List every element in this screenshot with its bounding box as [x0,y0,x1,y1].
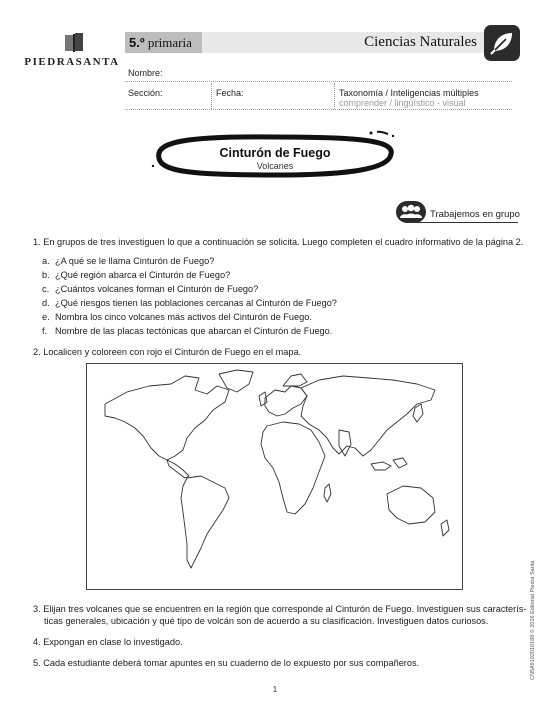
group-work-label: Trabajemos en grupo [430,209,520,220]
subject-badge [484,25,520,61]
section-divider [211,83,212,109]
group-people-icon [396,201,426,223]
taxonomy-value: comprender / lingüístico - visual [339,98,466,108]
worksheet-title: Cinturón de Fuego [219,146,331,160]
q1-item-f: f. Nombre de las placas tectónicas que abarcan el Cinturón de Fuego. [42,326,333,336]
question-4: 4. Expongan en clase lo investigado. [33,637,183,647]
question-1: 1. En grupos de tres investiguen lo que a continuación se solicita. Luego completen el cuadro informativo de la página 2. [33,237,524,247]
fields-bottom-line [125,109,512,110]
section-label: Sección: [128,88,163,98]
date-divider [334,83,335,109]
subject-title: Ciencias Naturales [364,34,477,50]
grade-box [125,32,202,53]
name-line[interactable] [125,81,512,82]
question-5: 5. Cada estudiante deberá tomar apuntes en su cuaderno de lo expuesto por sus compañeros. [33,658,420,668]
grade-number: 5.º [129,35,145,50]
group-underline [410,222,518,223]
q1-item-e: e. Nombra los cinco volcanes más activos del Cinturón de Fuego. [42,312,312,322]
date-label: Fecha: [216,88,244,98]
world-map[interactable] [86,363,463,590]
question-2: 2. Localicen y coloreen con rojo el Cinturón de Fuego en el mapa. [33,347,302,357]
q1-item-a: a. ¿A qué se le llama Cinturón de Fuego? [42,256,215,266]
taxonomy-label: Taxonomía / Inteligencias múltiples [339,88,479,98]
question-3-line-2: ticas generales, ubicación y qué tipo de volcán son de acuerdo a su clasificación. Investiguen datos curiosos. [44,616,489,626]
q1-item-b: b. ¿Qué región abarca el Cinturón de Fuego? [42,270,231,280]
q1-item-d: d. ¿Qué riesgos tienen las poblaciones cercanas al Cinturón de Fuego? [42,298,337,308]
worksheet-subtitle: Volcanes [256,161,294,171]
publisher-logo [17,30,127,70]
publisher-name: PIEDRASANTA [24,56,120,68]
copyright-note: CN5A9102010188 © 2016 Editorial Piedra Santa [530,560,536,680]
page-number: 1 [272,685,278,694]
world-map-outline [87,364,462,589]
q1-item-c: c. ¿Cuántos volcanes forman el Cinturón de Fuego? [42,284,259,294]
grade-label: primaria [147,35,192,50]
name-label: Nombre: [128,68,163,78]
book-icon [64,32,84,54]
grade-subject-bar [125,32,485,53]
question-3-line-1: 3. Elijan tres volcanes que se encuentren en la región que corresponde al Cinturón de Fuego. Investiguen sus caracterís- [33,604,527,614]
leaf-icon [488,29,516,57]
